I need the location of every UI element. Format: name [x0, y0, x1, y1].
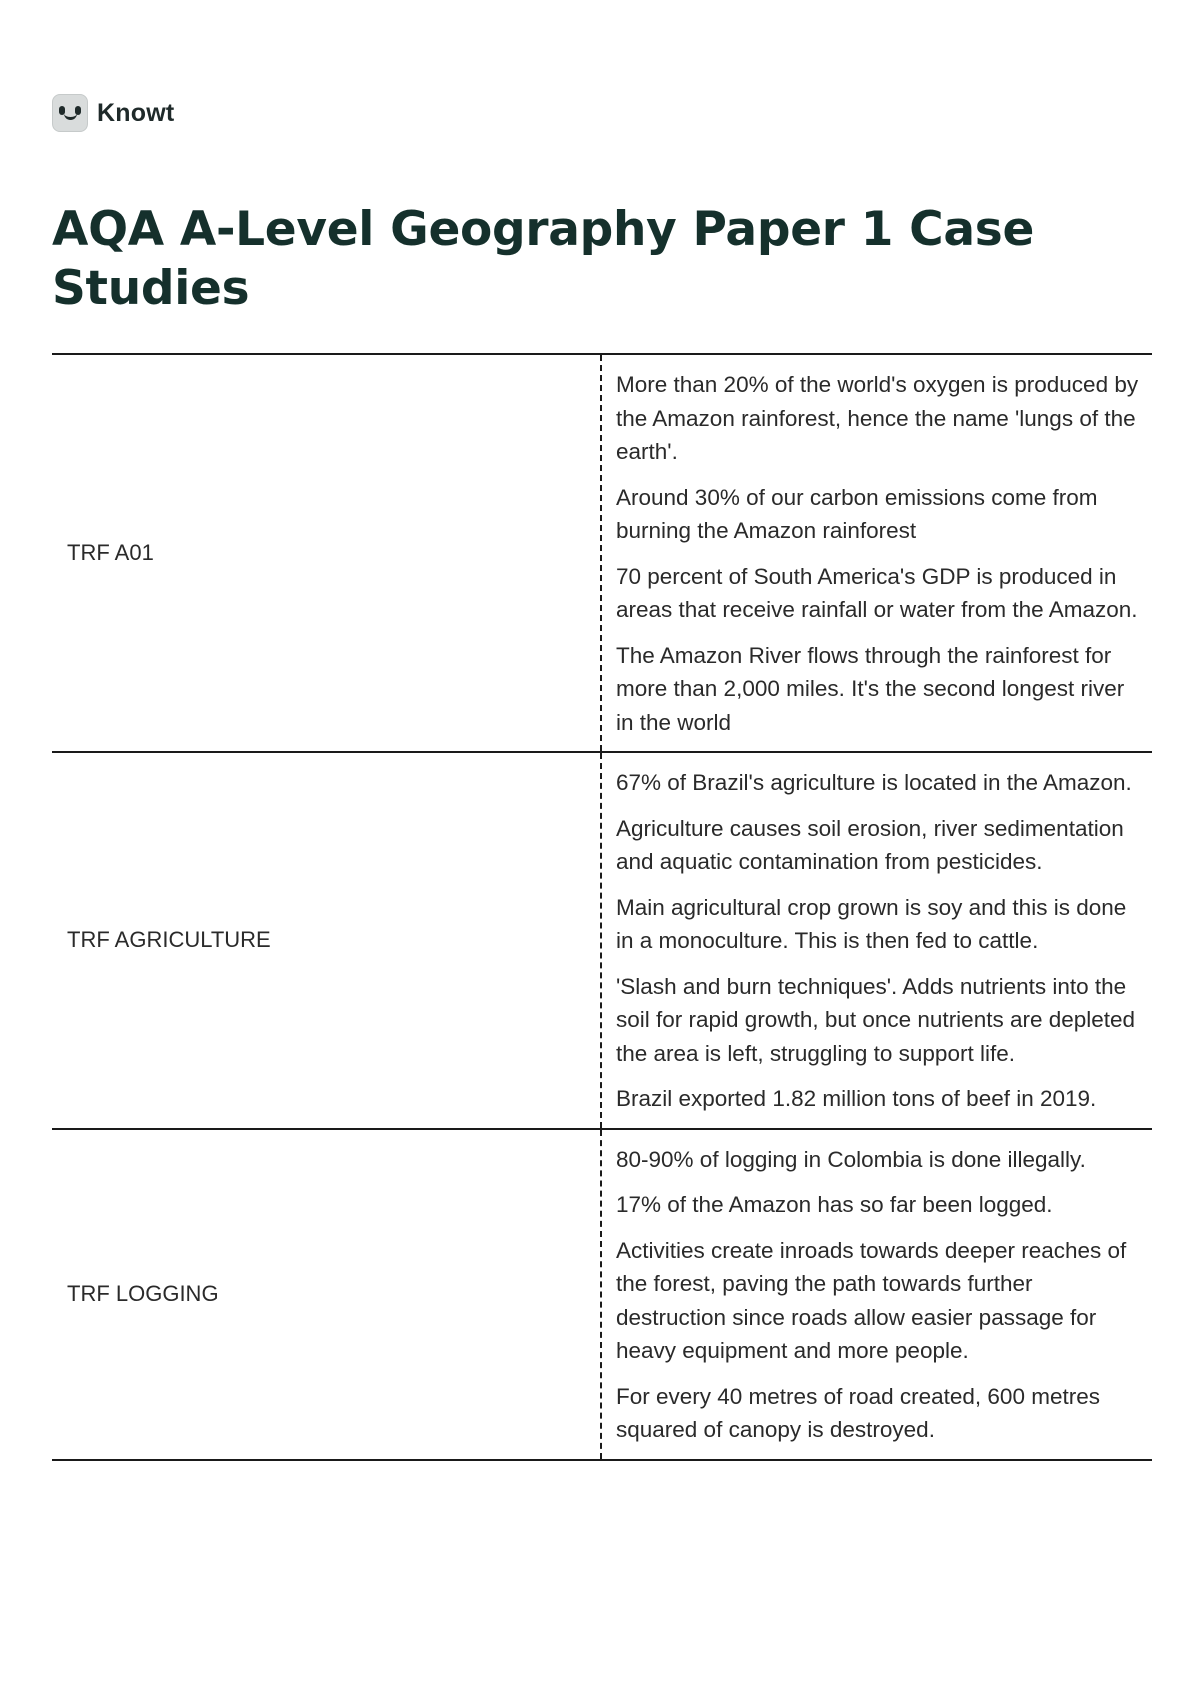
- fact-item: 17% of the Amazon has so far been logged.: [616, 1192, 1053, 1217]
- fact-item: More than 20% of the world's oxygen is produced by the Amazon rainforest, hence the name 'lungs of the earth'.: [616, 372, 1139, 464]
- brand-header: [52, 94, 174, 132]
- fact-item: For every 40 metres of road created, 600 metres squared of canopy is destroyed.: [616, 1383, 1100, 1442]
- row-facts: [602, 753, 1152, 1128]
- row-label: TRF AGRICULTURE: [52, 753, 602, 1128]
- fact-item: Brazil exported 1.82 million tons of beef in 2019.: [616, 1086, 1097, 1111]
- fact-item: Activities create inroads towards deeper reaches of the forest, paving the path towards further destruction since roads allow easier passage for heavy equipment and more people.: [616, 1237, 1127, 1363]
- document-title: AQA A-Level Geography Paper 1 Case Studies: [52, 202, 1035, 316]
- table-row: [52, 753, 1152, 1130]
- fact-item: 70 percent of South America's GDP is produced in areas that receive rainfall or water from the Amazon.: [616, 563, 1138, 622]
- fact-item: The Amazon River flows through the rainforest for more than 2,000 miles. It's the second longest river in the world: [616, 642, 1125, 735]
- fact-item: Around 30% of our carbon emissions come from burning the Amazon rainforest: [616, 484, 1098, 543]
- fact-item: Agriculture causes soil erosion, river sedimentation and aquatic contamination from pesticides.: [616, 815, 1124, 874]
- row-label: TRF LOGGING: [52, 1130, 602, 1459]
- table-row: [52, 355, 1152, 753]
- fact-item: Main agricultural crop grown is soy and this is done in a monoculture. This is then fed to cattle.: [616, 894, 1127, 953]
- fact-item: 67% of Brazil's agriculture is located in the Amazon.: [616, 770, 1132, 795]
- table-row: [52, 1130, 1152, 1461]
- row-facts: [602, 355, 1152, 751]
- fact-item: 'Slash and burn techniques'. Adds nutrients into the soil for rapid growth, but once nutrients are depleted the area is left, struggling to support life.: [616, 973, 1136, 1066]
- row-label: TRF A01: [52, 355, 602, 751]
- row-facts: [602, 1130, 1152, 1459]
- knowt-logo-icon: [52, 94, 88, 132]
- case-studies-table: [52, 353, 1152, 1461]
- fact-item: 80-90% of logging in Colombia is done illegally.: [616, 1146, 1086, 1172]
- brand-name: Knowt: [97, 98, 175, 127]
